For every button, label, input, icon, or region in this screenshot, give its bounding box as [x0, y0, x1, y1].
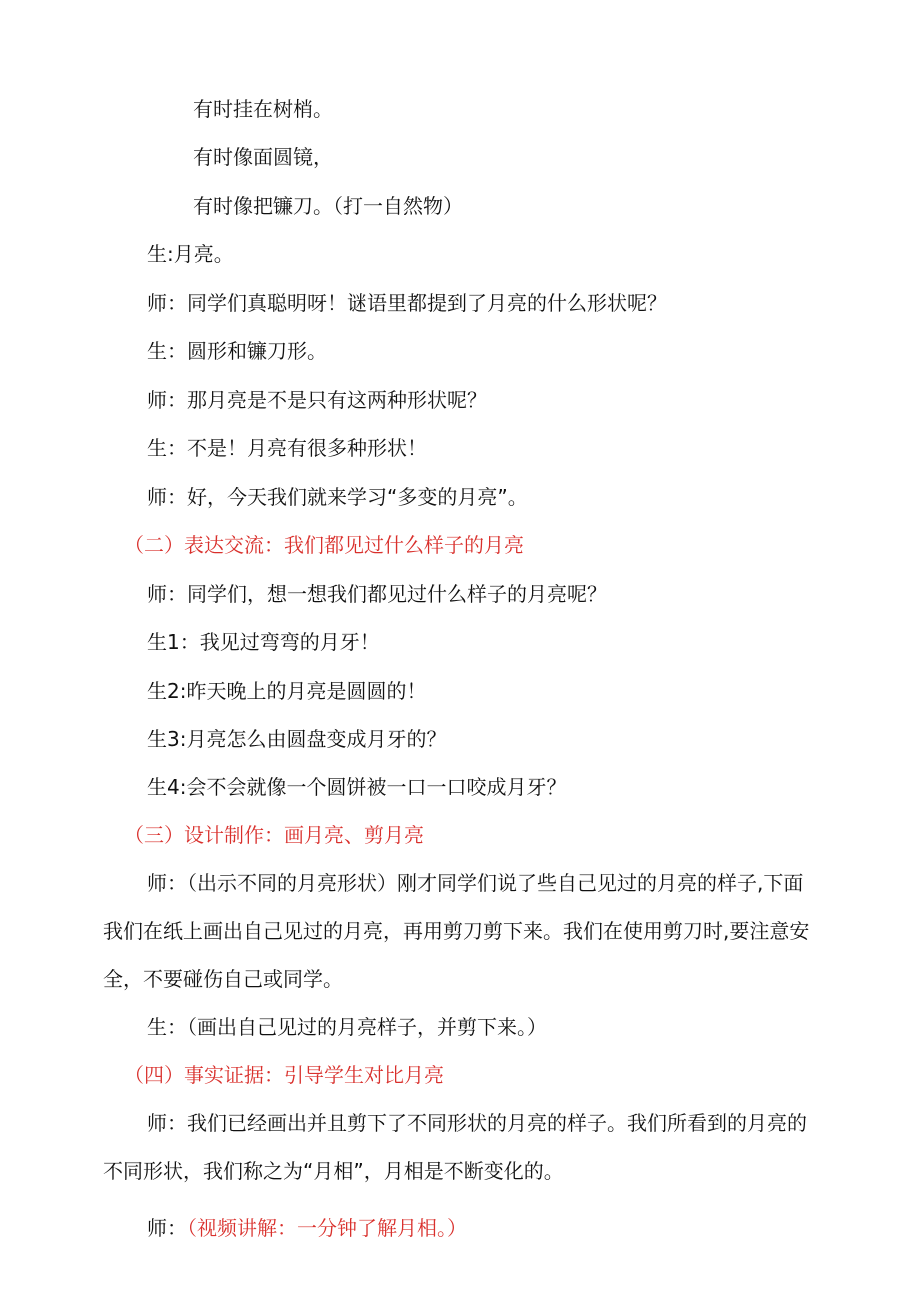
- dialogue-line: 师：同学们真聪明呀！谜语里都提到了月亮的什么形状呢？: [147, 291, 667, 315]
- dialogue-line: [147, 1214, 467, 1242]
- video-note: （视频讲解：一分钟了解月相。）: [187, 1216, 467, 1240]
- section-heading-2: （二）表达交流：我们都见过什么样子的月亮: [124, 533, 524, 557]
- dialogue-line: 生2:昨天晚上的月亮是圆圆的！: [147, 679, 427, 703]
- dialogue-line: 生4:会不会就像一个圆饼被一口一口咬成月牙？: [147, 775, 567, 799]
- dialogue-line: 生1：我见过弯弯的月牙！: [147, 630, 380, 654]
- section-heading-4: （四）事实证据：引导学生对比月亮: [124, 1063, 444, 1087]
- riddle-line-2: 有时像面圆镜，: [193, 145, 333, 169]
- dialogue-line: 师：好，今天我们就来学习“多变的月亮”。: [147, 485, 528, 509]
- paragraph-line: 全，不要碰伤自己或同学。: [103, 967, 343, 991]
- section-heading-3: （三）设计制作：画月亮、剪月亮: [124, 823, 424, 847]
- dialogue-line: 师：同学们，想一想我们都见过什么样子的月亮呢？: [147, 582, 607, 606]
- paragraph-line: 我们在纸上画出自己见过的月亮，再用剪刀剪下来。我们在使用剪刀时,要注意安: [103, 919, 810, 943]
- dialogue-line: 生:月亮。: [147, 242, 234, 266]
- paragraph-line: 师：（出示不同的月亮形状）刚才同学们说了些自己见过的月亮的样子,下面: [147, 871, 804, 895]
- paragraph-line: 师：我们已经画出并且剪下了不同形状的月亮的样子。我们所看到的月亮的: [147, 1111, 807, 1135]
- dialogue-line: 生：（画出自己见过的月亮样子，并剪下来。）: [147, 1015, 547, 1039]
- dialogue-line: 师：那月亮是不是只有这两种形状呢？: [147, 388, 487, 412]
- riddle-line-3: 有时像把镰刀。（打一自然物）: [193, 194, 463, 218]
- paragraph-line: 不同形状，我们称之为“月相”，月相是不断变化的。: [103, 1159, 564, 1183]
- riddle-line-1: 有时挂在树梢。: [193, 97, 333, 121]
- dialogue-line: 生：圆形和镰刀形。: [147, 339, 327, 363]
- speaker-label: 师：: [147, 1216, 187, 1240]
- dialogue-line: 生：不是！月亮有很多种形状！: [147, 436, 427, 460]
- dialogue-line: 生3:月亮怎么由圆盘变成月牙的？: [147, 727, 447, 751]
